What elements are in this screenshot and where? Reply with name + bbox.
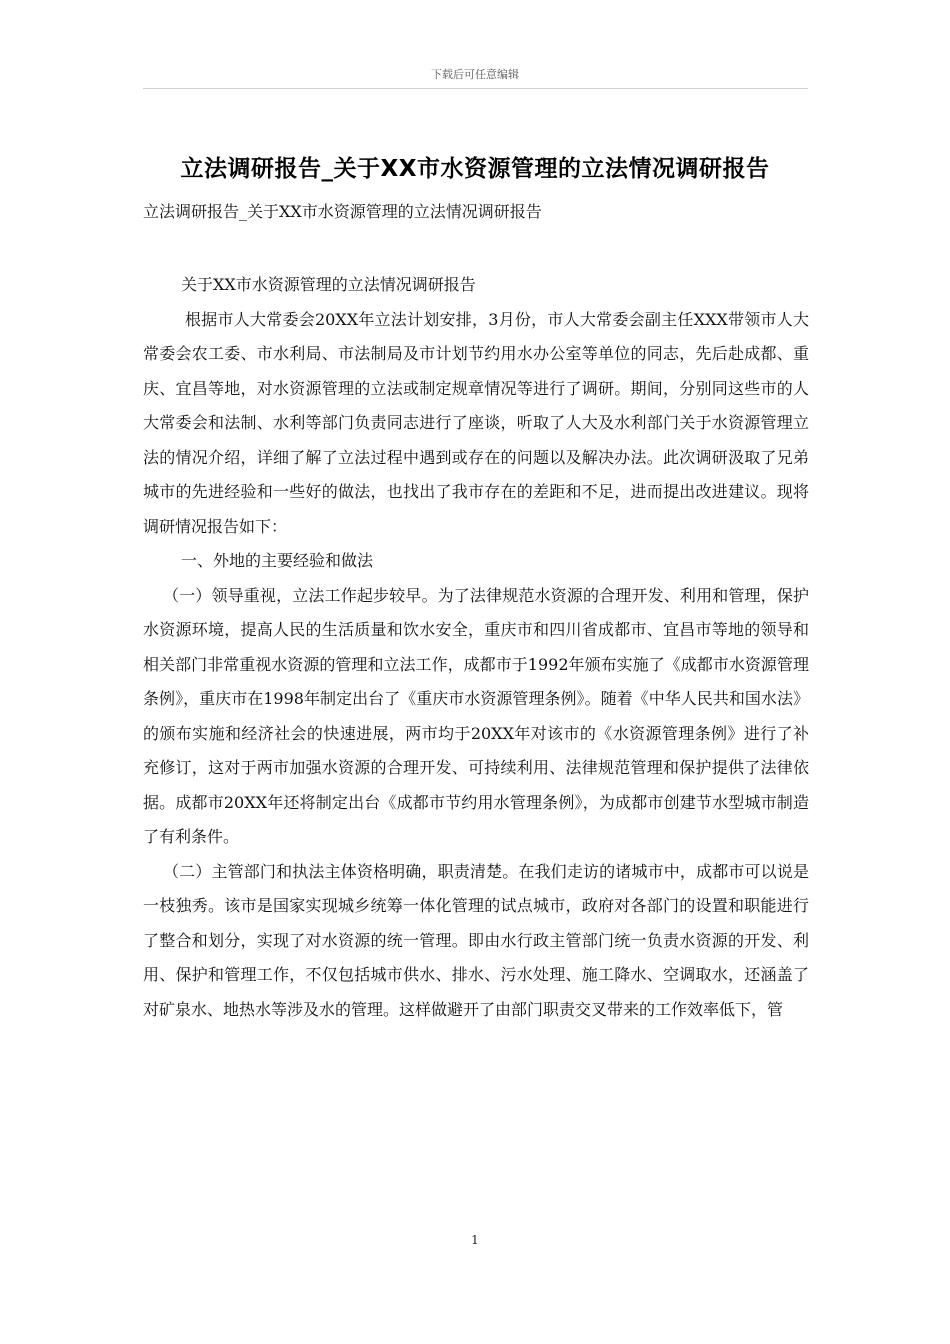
section-heading-1: 一、外地的主要经验和做法 [181, 551, 374, 570]
paragraph-section-1-1: （一）领导重视，立法工作起步较早。为了法律规范水资源的合理开发、利用和管理，保护水资源环境，提高人民的生活质量和饮水安全，重庆市和四川省成都市、宜昌市等地的领导和相关部门非常重视水资源的管理和立法工作，成都市于1992年颁布实施了《成都市水资源管理条例》，重庆市在1998年制定出台了《重庆市水资源管理条例》。随着《中华人民共和国水法》的颁布实施和经济社会的快速进展，两市均于20XX年对该市的《水资源管理条例》进行了补充修订，这对于两市加强水资源的合理开发、可持续利用、法律规范管理和保护提供了法律依据。成都市20XX年还将制定出台《成都市节约用水管理条例》，为成都市创建节水型城市制造了有利条件。 [143, 585, 809, 846]
paragraph-intro: 根据市人大常委会20XX年立法计划安排，3月份，市人大常委会副主任XXX带领市人大常委会农工委、市水利局、市法制局及市计划节约用水办公室等单位的同志，先后赴成都、重庆、宜昌等地，对水资源管理的立法或制定规章情况等进行了调研。期间，分别同这些市的人大常委会和法制、水利等部门负责同志进行了座谈，听取了人大及水利部门关于水资源管理立法的情况介绍，详细了解了立法过程中遇到或存在的问题以及解决办法。此次调研汲取了兄弟城市的先进经验和一些好的做法，也找出了我市存在的差距和不足，进而提出改进建议。现将调研情况报告如下： [143, 309, 809, 536]
header-note: 下载后可任意编辑 [431, 68, 519, 81]
document-subtitle: 立法调研报告_关于XX市水资源管理的立法情况调研报告 [143, 202, 542, 221]
paragraph-section-1-2: （二）主管部门和执法主体资格明确，职责清楚。在我们走访的诸城市中，成都市可以说是一枝独秀。该市是国家实现城乡统筹一体化管理的试点城市，政府对各部门的设置和职能进行了整合和划分，实现了对水资源的统一管理。即由水行政主管部门统一负责水资源的开发、利用、保护和管理工作，不仅包括城市供水、排水、污水处理、施工降水、空调取水，还涵盖了对矿泉水、地热水等涉及水的管理。这样做避开了由部门职责交叉带来的工作效率低下，管 [143, 861, 809, 1019]
document-body [143, 268, 809, 1027]
header-divider [143, 88, 808, 89]
page-number: 1 [471, 1233, 479, 1247]
report-heading: 关于XX市水资源管理的立法情况调研报告 [181, 275, 476, 294]
document-title: 立法调研报告_关于XX市水资源管理的立法情况调研报告 [180, 156, 770, 182]
